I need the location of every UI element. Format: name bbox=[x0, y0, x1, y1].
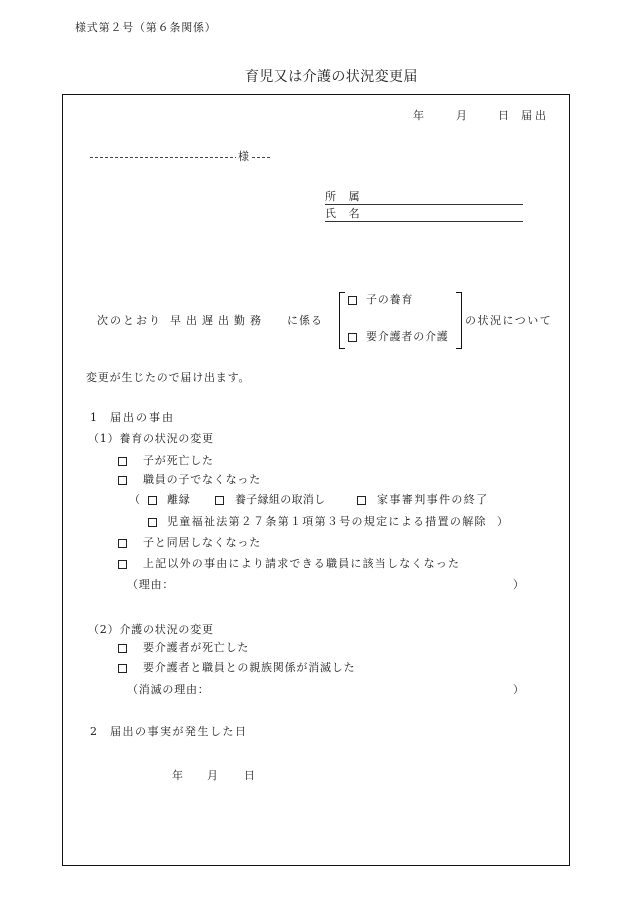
caregiving-reason-field[interactable] bbox=[215, 683, 510, 697]
right-bracket bbox=[456, 292, 462, 349]
childcare-reason-field[interactable] bbox=[180, 578, 510, 592]
childcare-reason-label: （理由： bbox=[127, 578, 175, 591]
termination-item-label: 児童福祉法第２７条第１項第３号の規定による措置の解除 bbox=[167, 515, 487, 528]
caregiving-item-label: 要介護者が死亡した bbox=[143, 641, 250, 654]
statement-suffix: の状況について bbox=[465, 314, 553, 327]
section-2-heading: 届出の事実が発生した日 bbox=[110, 725, 248, 738]
affiliation-label: 所 属 bbox=[325, 190, 361, 203]
termination-item-label: 離縁 bbox=[167, 493, 191, 506]
name-label: 氏 名 bbox=[325, 207, 361, 220]
caregiving-heading: （2）介護の状況の変更 bbox=[88, 623, 214, 636]
caregiving-item-label: 要介護者と職員との親族関係が消滅した bbox=[143, 661, 356, 674]
childcare-item-checkbox[interactable] bbox=[118, 476, 127, 485]
option-childcare-checkbox[interactable] bbox=[348, 296, 357, 305]
termination-item-label: 家事審判事件の終了 bbox=[377, 493, 489, 506]
section-2-number: 2 bbox=[90, 725, 97, 738]
filing-month-label: 月 bbox=[456, 109, 468, 122]
section-1-heading: 届出の事由 bbox=[110, 411, 175, 424]
caregiving-reason-close-paren: ） bbox=[513, 683, 524, 696]
childcare-item-checkbox[interactable] bbox=[118, 539, 127, 548]
childcare-item-checkbox[interactable] bbox=[118, 457, 127, 466]
addressee-trailing-dash bbox=[252, 157, 270, 158]
addressee-field[interactable] bbox=[90, 157, 236, 158]
filing-label: 届出 bbox=[521, 109, 549, 122]
statement-connector: に係る bbox=[287, 314, 323, 327]
addressee-honorific: 様 bbox=[238, 150, 250, 163]
affiliation-field[interactable] bbox=[325, 204, 523, 205]
childcare-reason-close-paren: ） bbox=[513, 578, 524, 591]
section-1-number: 1 bbox=[90, 411, 97, 424]
childcare-heading: （1）養育の状況の変更 bbox=[88, 432, 214, 445]
option-childcare-label: 子の養育 bbox=[366, 293, 414, 306]
caregiving-item-checkbox[interactable] bbox=[118, 664, 127, 673]
filing-year-label: 年 bbox=[413, 109, 425, 122]
termination-item-label: 養子縁組の取消し bbox=[235, 493, 326, 506]
statement-prefix: 次のとおり bbox=[97, 314, 162, 327]
option-caregiving-checkbox[interactable] bbox=[348, 333, 357, 342]
statement-closing: 変更が生じたので届け出ます。 bbox=[86, 371, 251, 384]
termination-item-checkbox[interactable] bbox=[148, 518, 157, 527]
childcare-item-label: 上記以外の事由により請求できる職員に該当しなくなった bbox=[143, 557, 461, 570]
left-bracket bbox=[339, 292, 345, 349]
occurrence-month-label: 月 bbox=[207, 769, 219, 782]
termination-item-checkbox[interactable] bbox=[357, 496, 366, 505]
termination-close-paren: ） bbox=[497, 515, 508, 528]
form-number: 様式第２号（第６条関係） bbox=[75, 21, 217, 34]
childcare-item-label: 子と同居しなくなった bbox=[143, 536, 261, 549]
termination-open-paren: （ bbox=[129, 493, 140, 506]
caregiving-item-checkbox[interactable] bbox=[118, 644, 127, 653]
statement-duty: 早出遅出勤務 bbox=[170, 314, 266, 327]
termination-item-checkbox[interactable] bbox=[215, 496, 224, 505]
form-title: 育児又は介護の状況変更届 bbox=[245, 69, 418, 85]
filing-day-label: 日 bbox=[498, 109, 510, 122]
caregiving-reason-label: （消滅の理由： bbox=[127, 683, 210, 696]
termination-item-checkbox[interactable] bbox=[148, 496, 157, 505]
childcare-item-label: 子が死亡した bbox=[143, 454, 214, 467]
option-caregiving-label: 要介護者の介護 bbox=[366, 330, 449, 343]
occurrence-day-label: 日 bbox=[244, 769, 256, 782]
childcare-item-label: 職員の子でなくなった bbox=[143, 473, 261, 486]
name-field[interactable] bbox=[325, 221, 523, 222]
childcare-item-checkbox[interactable] bbox=[118, 560, 127, 569]
form-frame bbox=[62, 94, 570, 866]
occurrence-year-label: 年 bbox=[172, 769, 184, 782]
